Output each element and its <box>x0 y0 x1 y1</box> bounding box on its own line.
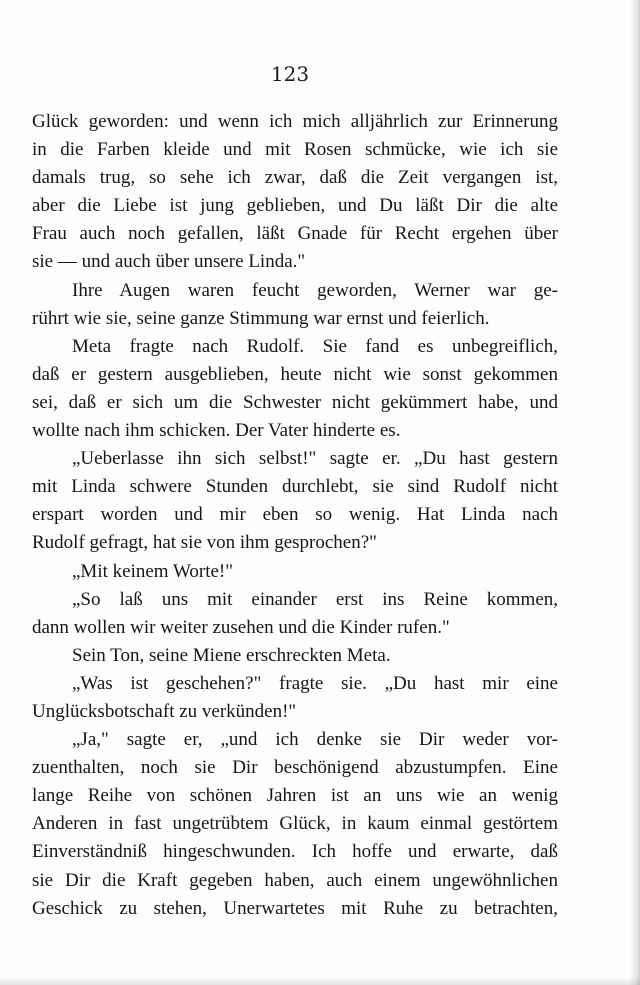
text-line: „Ja," sagte er, „und ich denke sie Dir weder vor- <box>72 729 558 751</box>
page-edge-shadow <box>630 0 640 985</box>
text-line: sie — und auch über unsere Linda." <box>32 251 306 273</box>
text-line: lange Reihe von schönen Jahren ist an uns wie an wenig <box>32 785 558 807</box>
text-line: rührt wie sie, seine ganze Stimmung war ernst und feierlich. <box>32 307 490 329</box>
text-line: „Ueberlasse ihn sich selbst!" sagte er. „Du hast gestern <box>72 448 558 470</box>
text-line: zuenthalten, noch sie Dir beschönigend abzustumpfen. Eine <box>32 757 558 779</box>
page-number: 123 <box>270 62 310 86</box>
text-line: Rudolf gefragt, hat sie von ihm gesprochen?" <box>32 532 377 554</box>
text-line: „Mit keinem Worte!" <box>72 560 233 582</box>
text-line: Glück geworden: und wenn ich mich alljährlich zur Erinnerung <box>32 111 558 132</box>
text-line: Ihre Augen waren feucht geworden, Werner war ge- <box>72 279 558 301</box>
text-line: mit Linda schwere Stunden durchlebt, sie sind Rudolf nicht <box>32 476 558 498</box>
body-text <box>32 108 558 923</box>
text-line: daß er gestern ausgeblieben, heute nicht wie sonst gekommen <box>32 363 558 385</box>
text-line: Anderen in fast ungetrübtem Glück, in kaum einmal gestörtem <box>32 813 558 835</box>
text-line: aber die Liebe ist jung geblieben, und Du läßt Dir die alte <box>32 195 558 217</box>
page-bottom-shadow <box>0 977 640 985</box>
text-line: Frau auch noch gefallen, läßt Gnade für Recht ergehen über <box>32 223 558 245</box>
text-line: damals trug, so sehe ich zwar, daß die Zeit vergangen ist, <box>32 167 558 189</box>
text-line: „So laß uns mit einander erst ins Reine kommen, <box>72 588 558 610</box>
text-line: erspart worden und mir eben so wenig. Hat Linda nach <box>32 504 558 526</box>
text-line: sie Dir die Kraft gegeben haben, auch einem ungewöhnlichen <box>32 869 558 891</box>
text-line: „Was ist geschehen?" fragte sie. „Du hast mir eine <box>72 672 558 694</box>
text-line: in die Farben kleide und mit Rosen schmücke, wie ich sie <box>32 139 558 161</box>
text-line: Sein Ton, seine Miene erschreckten Meta. <box>72 644 391 666</box>
text-line: Einverständniß hingeschwunden. Ich hoffe und erwarte, daß <box>32 841 558 863</box>
text-line: wollte nach ihm schicken. Der Vater hinderte es. <box>32 420 401 442</box>
text-line: Meta fragte nach Rudolf. Sie fand es unbegreiflich, <box>72 335 558 357</box>
text-line: sei, daß er sich um die Schwester nicht gekümmert habe, und <box>32 391 558 413</box>
text-line: dann wollen wir weiter zusehen und die Kinder rufen." <box>32 616 450 638</box>
text-line: Geschick zu stehen, Unerwartetes mit Ruhe zu betrachten, <box>32 897 558 919</box>
text-line: Unglücksbotschaft zu verkünden!" <box>32 700 297 722</box>
